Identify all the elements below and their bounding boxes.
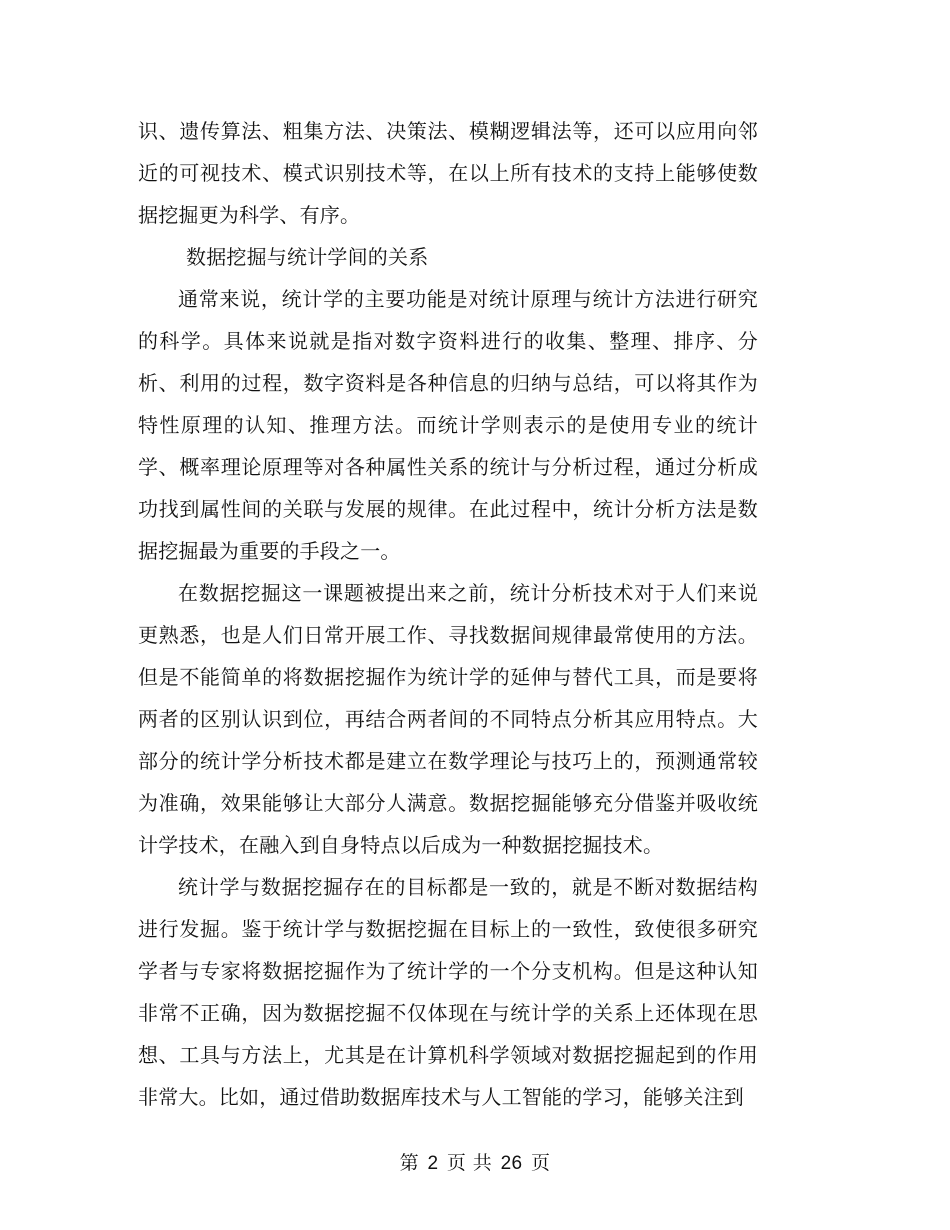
document-body xyxy=(138,110,758,1118)
paragraph: 识、遗传算法、粗集方法、决策法、模糊逻辑法等，还可以应用向邻近的可视技术、模式识别技术等，在以上所有技术的支持上能够使数据挖掘更为科学、有序。 xyxy=(138,119,758,227)
section-heading: 数据挖掘与统计学间的关系 xyxy=(186,245,429,269)
page-footer xyxy=(0,1148,950,1175)
footer-middle: 页 共 xyxy=(446,1152,493,1174)
paragraph: 统计学与数据挖掘存在的目标都是一致的，就是不断对数据结构进行发掘。鉴于统计学与数据挖掘在目标上的一致性，致使很多研究学者与专家将数据挖掘作为了统计学的一个分支机构。但是这种认知非常不正确，因为数据挖掘不仅体现在与统计学的关系上还体现在思想、工具与方法上，尤其是在计算机科学领域对数据挖掘起到的作用非常大。比如，通过借助数据库技术与人工智能的学习，能够关注到 xyxy=(138,875,758,1109)
paragraph: 通常来说，统计学的主要功能是对统计原理与统计方法进行研究的科学。具体来说就是指对数字资料进行的收集、整理、排序、分析、利用的过程，数字资料是各种信息的归纳与总结，可以将其作为特性原理的认知、推理方法。而统计学则表示的是使用专业的统计学、概率理论原理等对各种属性关系的统计与分析过程，通过分析成功找到属性间的关联与发展的规律。在此过程中，统计分析方法是数据挖掘最为重要的手段之一。 xyxy=(138,287,758,563)
paragraph: 在数据挖掘这一课题被提出来之前，统计分析技术对于人们来说更熟悉，也是人们日常开展工作、寻找数据间规律最常使用的方法。但是不能简单的将数据挖掘作为统计学的延伸与替代工具，而是要将两者的区别认识到位，再结合两者间的不同特点分析其应用特点。大部分的统计学分析技术都是建立在数学理论与技巧上的，预测通常较为准确，效果能够让大部分人满意。数据挖掘能够充分借鉴并吸收统计学技术，在融入到自身特点以后成为一种数据挖掘技术。 xyxy=(138,581,758,857)
current-page-number: 2 xyxy=(427,1153,439,1174)
footer-suffix: 页 xyxy=(530,1152,551,1174)
total-pages-number: 26 xyxy=(500,1153,523,1174)
footer-prefix: 第 xyxy=(399,1152,420,1174)
